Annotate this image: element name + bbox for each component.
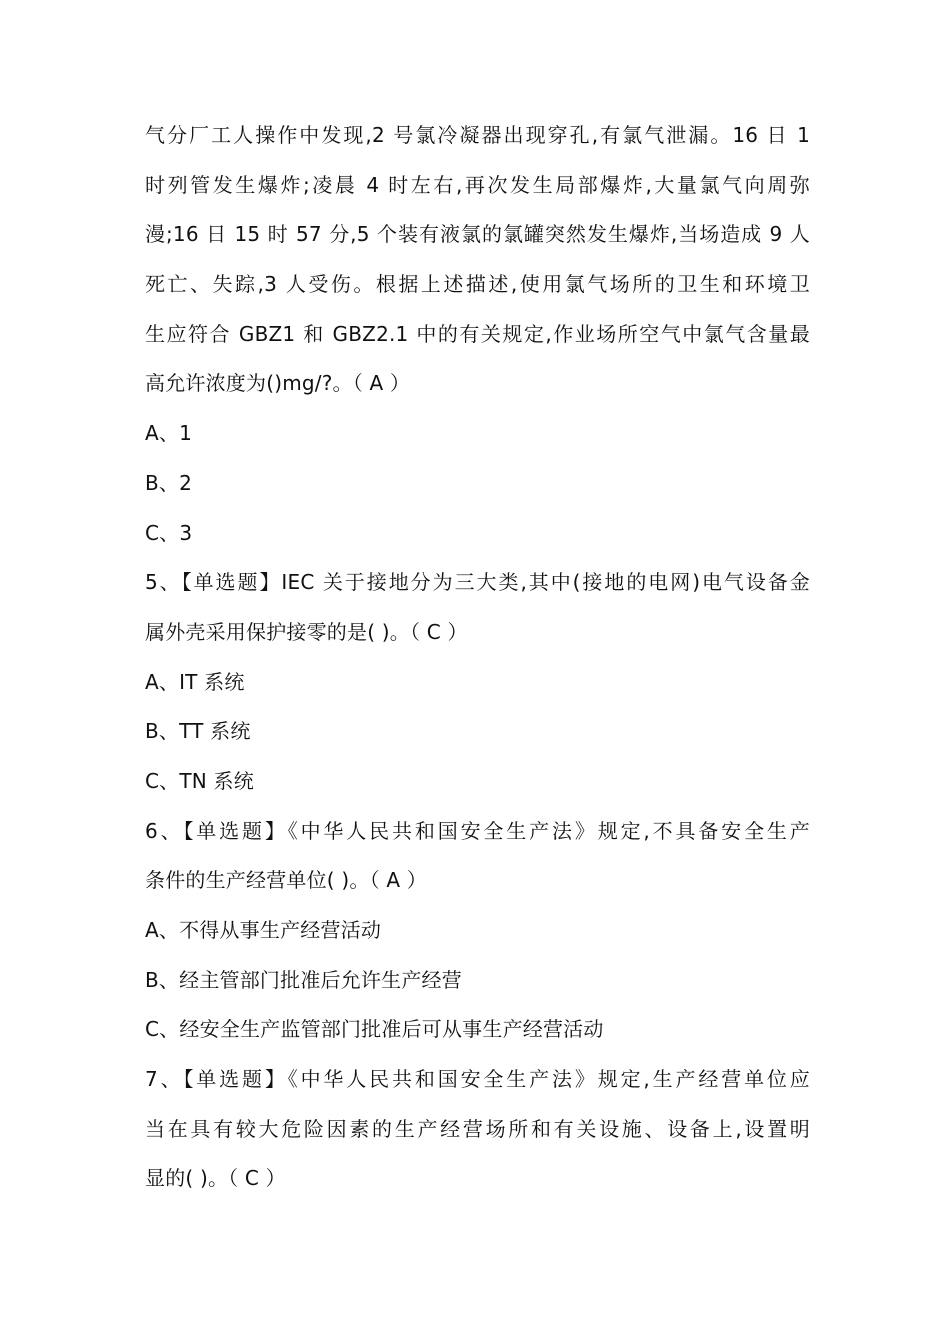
option-b: B、TT 系统: [145, 719, 251, 744]
question-6-stem: 6、【单选题】《中华人民共和国安全生产法》规定,不具备安全生产: [145, 818, 810, 843]
option-a: A、1: [145, 421, 193, 446]
option-a: A、不得从事生产经营活动: [145, 918, 382, 942]
option-b: B、2: [145, 470, 193, 495]
question-5-stem-end: 属外壳采用保护接零的是( )。（ C ）: [145, 619, 468, 644]
question-stem-end: 高允许浓度为()mg/?。（ A ）: [145, 371, 411, 396]
question-6-stem-end: 条件的生产经营单位( )。（ A ）: [145, 868, 427, 893]
option-c: C、经安全生产监管部门批准后可从事生产经营活动: [145, 1017, 604, 1042]
question-7-stem-end: 显的( )。（ C ）: [145, 1166, 286, 1191]
text-line: 气分厂工人操作中发现,2 号氯冷凝器出现穿孔,有氯气泄漏。16 日 1: [145, 123, 810, 147]
question-7-stem: 7、【单选题】《中华人民共和国安全生产法》规定,生产经营单位应: [145, 1067, 810, 1092]
text-line: 死亡、失踪,3 人受伤。根据上述描述,使用氯气场所的卫生和环境卫: [145, 272, 810, 297]
option-b: B、经主管部门批准后允许生产经营: [145, 967, 462, 992]
option-c: C、3: [145, 520, 193, 545]
document-body: [145, 111, 810, 1204]
question-5-stem: 5、【单选题】IEC 关于接地分为三大类,其中(接地的电网)电气设备金: [145, 570, 810, 595]
text-line: 生应符合 GBZ1 和 GBZ2.1 中的有关规定,作业场所空气中氯气含量最: [145, 321, 810, 346]
text-line: 漫;16 日 15 时 57 分,5 个装有液氯的氯罐突然发生爆炸,当场造成 9 人: [145, 222, 810, 247]
question-7-stem-cont: 当在具有较大危险因素的生产经营场所和有关设施、设备上,设置明: [145, 1116, 810, 1141]
option-c: C、TN 系统: [145, 768, 254, 793]
text-line: 时列管发生爆炸;凌晨 4 时左右,再次发生局部爆炸,大量氯气向周弥: [145, 172, 810, 197]
option-a: A、IT 系统: [145, 669, 245, 694]
